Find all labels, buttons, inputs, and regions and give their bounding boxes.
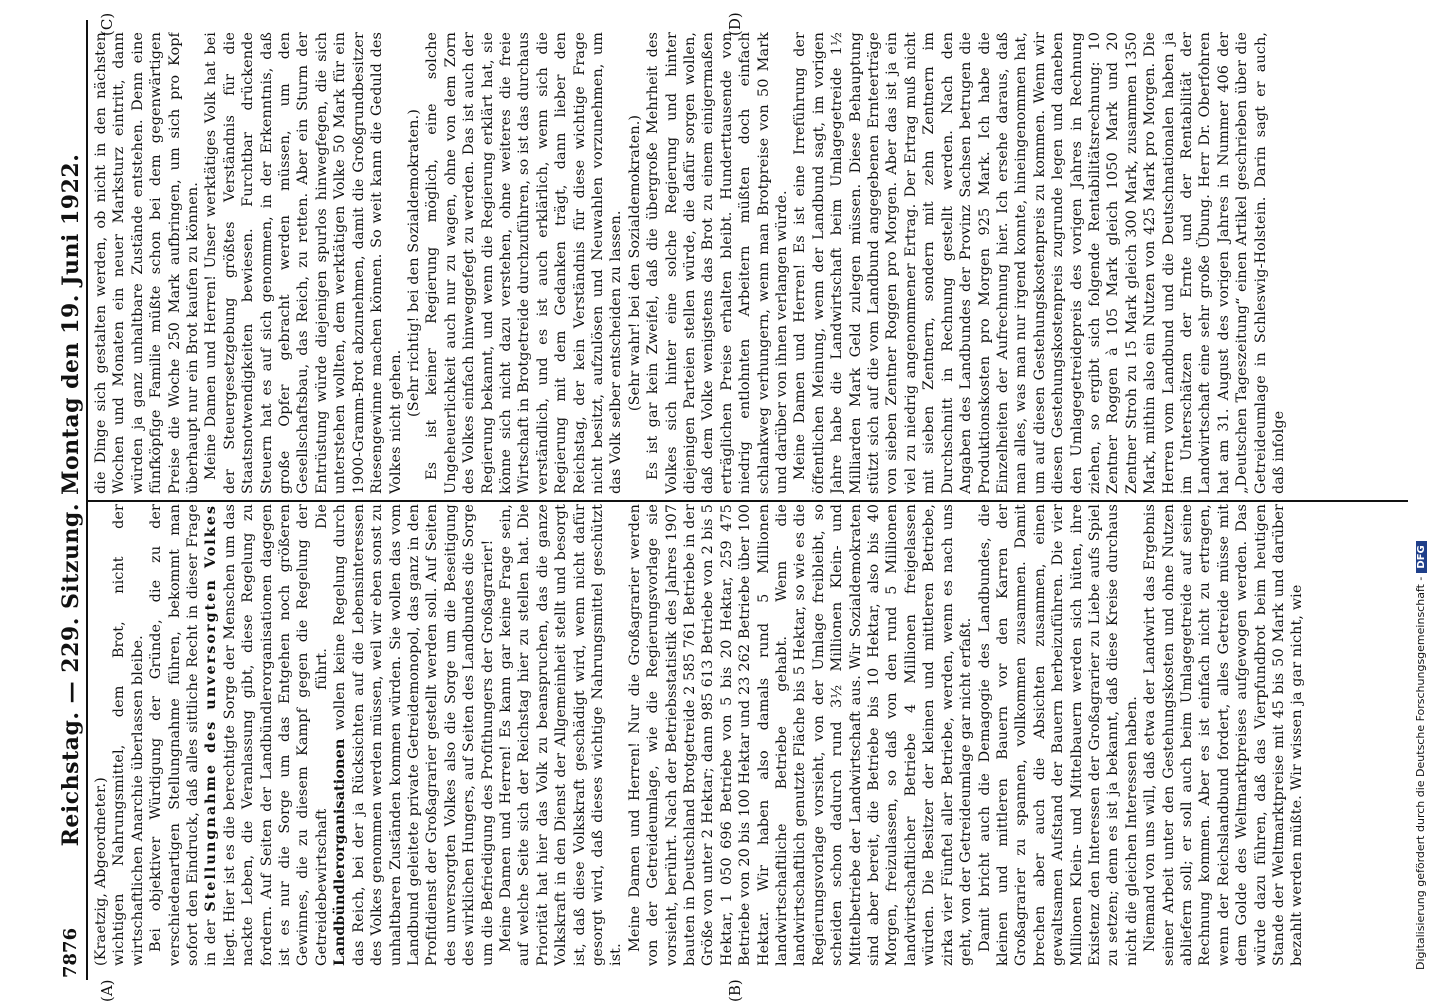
paragraph: Es ist keiner Regierung möglich, eine solche Ungeheuerlichkeit auch nur zu wagen, ohne von dem Zorn des Volkes einfach hinweggefegt zu werden. Das ist auch der Regierung bekannt, und wenn die Regierung erklärt hat, sie könne sich nicht dazu verstehen, ohne weiteres die freie Wirtschaft in Brotgetreide durchzuführen, so ist das durchaus verständlich, und es ist auch erklärlich, wenn sich die Regierung mit dem Gedanken trägt, dann lieber den Reichstag, der kein Verständnis für diese wichtige Frage nicht besitzt, aufzulösen und Neuwahlen vorzunehmen, um das Volk selber entscheiden zu lassen. (424, 32, 625, 494)
left-column (92, 504, 1402, 966)
page-number: 7876 (60, 927, 81, 978)
margin-marker-a: (A) (98, 979, 116, 1002)
text-run: Bei objektiver Würdigung der Gründe, die zu der verschiedenartigen Stellungnahme führen, bekommt man sofort den Eindruck, daß alles sittliche Recht in dieser Frage in der (148, 504, 220, 966)
right-column (92, 32, 1402, 494)
running-title: Reichstag. — 229. Sitzung. Montag den 19. Juni 1922. (58, 153, 84, 847)
paragraph: Meine Damen und Herren! Es ist eine Irreführung der öffentlichen Meinung, wenn der Landbund sagt, im vorigen Jahre habe die Landwirtschaft beim Umlagegetreide 1½ Milliarden Mark Geld zulegen müssen. Diese Behauptung stützt sich auf die vom Landbund angegebenen Ernteerträge von sieben Zentner Roggen pro Morgen. Aber das ist ja ein viel zu niedrig angenommener Ertrag. Der Ertrag muß nicht mit sieben Zentnern, sondern mit zehn Zentnern im Durchschnitt in Rechnung gestellt werden. Nach den Angaben des Landbundes der Provinz Sachsen betrugen die Produktionskosten pro Morgen 925 Mark. Ich habe die Einzelheiten der Aufrechnung hier. Ich ersehe daraus, daß man alles, was man nur irgend konnte, hineingenommen hat, um auf diesen Gestehungskostenpreis zu kommen. Wenn wir diesen Gestehungskostenpreis zugrunde legen und daneben den Umlagegetreidepreis des vorigen Jahres in Rechnung ziehen, so ergibt sich folgende Rentabilitätsrechnung: 10 Zentner Roggen à 105 Mark gleich 1050 Mark und 20 Zentner Stroh zu 15 Mark gleich 300 Mark, zusammen 1350 Mark, mithin also ein Nutzen von 425 Mark pro Morgen. Die Herren vom Landbund und die Deutschnationalen haben ja im Unterschätzen der Ernte und der Rentabilität der Landwirtschaft eine sehr große Übung. Herr Dr. Oberfohren hat am 31. August des vorigen Jahres in Nummer 406 der „Deutschen Tageszeitung“ einen Artikel geschrieben über die Getreideumlage in Schleswig-Holstein. Darin sagt er auch, daß infolge (792, 32, 1287, 494)
digitization-credit (1412, 10, 1432, 990)
text-run: wollen keine Regelung durch das Reich, bei der ja Rücksichten auf die Lebensinteressen des Volkes genommen werden müssen, weil wir eben sonst zu unhaltbaren Zuständen kommen würden. Sie wollen das vom Landbund geleitete private Getreidemonopol, das ganz in den Profitdienst der Großagrarier gestellt werden soll. Auf Seiten des unversorgten Volkes also die Sorge um die Beseitigung des wirklichen Hungers, auf Seiten des Landbundes die Sorge um die Befriedigung des Profithungers der Großagrarier! (332, 504, 496, 966)
credit-line (1414, 10, 1427, 970)
interjection: (Sehr wahr! bei den Sozialdemokraten.) (626, 114, 643, 412)
margin-marker-d: (D) (726, 12, 744, 36)
paragraph: Meine Damen und Herren! Unser werktätiges Volk hat bei der Steuergesetzgebung größtes Verständnis für die Staatsnotwendigkeiten bewiesen. Furchtbar drückende Steuern hat es auf sich genommen, in der Erkenntnis, daß große Opfer gebracht werden müssen, um den Gesellschaftsbau, das Reich, zu retten. Aber ein Sturm der Entrüstung würde diejenigen spurlos hinwegfegen, die sich unterstehen wollten, dem werktätigen Volke 50 Mark für ein 1900-Gramm-Brot abzunehmen, damit die Großgrundbesitzer Riesengewinne machen können. So weit kann die Geduld des Volkes nicht gehen. (203, 32, 404, 494)
paragraph: die Dinge sich gestalten werden, ob nicht in den nächsten Wochen und Monaten ein neuer Marksturz eintritt, dann würden ja ganz unhaltbare Zustände entstehen. Denn eine fünfköpfige Familie müßte schon bei dem gegenwärtigen Preise die Woche 250 Mark aufbringen, um sich pro Kopf überhaupt nur ein Brot kaufen zu können. (93, 32, 202, 494)
paragraph: Meine Damen und Herren! Es kann gar keine Frage sein, auf welche Seite sich der Reichstag hier zu stellen hat. Die Priorität hat hier das Volk zu beanspruchen, das die ganze Volkskraft in den Dienst der Allgemeinheit stellt und besorgt ist, daß diese Volkskraft geschädigt wird, wenn nicht dafür gesorgt wird, daß dieses wichtige Nahrungsmittel geschützt ist. (497, 504, 625, 966)
interjection: (Sehr richtig! bei den Sozialdemokraten.) (405, 109, 422, 417)
paragraph: Niemand von uns will, daß etwa der Landwirt das Ergebnis seiner Arbeit unter den Gestehungskosten und ohne Nutzen abliefern soll; er soll auch beim Umlagegetreide auf seine Rechnung kommen. Aber es ist einfach nicht zu ertragen, wenn der Reichslandbund fordert, alles Getreide müsse mit dem Golde des Weltmarktpreises aufgewogen werden. Das würde dazu führen, daß das Vierpfundbrot beim heutigen Stande der Weltmarktpreise mit 45 bis 50 Mark und darüber bezahlt werden müßte. Wir wissen ja gar nicht, wie (1142, 504, 1306, 966)
emphasis-text: Landbündlerorganisationen (331, 738, 349, 966)
paragraph: Damit bricht auch die Demagogie des Landbundes, die kleinen und mittleren Bauern vor den Karren der Großagrarier zu spannen, vollkommen zusammen. Damit brechen aber auch die Absichten zusammen, einen gewaltsamen Aufstand der Bauern herbeizuführen. Die vier Millionen Klein- und Mittelbauern werden sich hüten, ihre Existenz den Interessen der Großagrarier zu Liebe aufs Spiel zu setzen; denn es ist ja bekannt, daß diese Kreise durchaus nicht die gleichen Interessen haben. (976, 504, 1140, 966)
text-run: liegt. Hier ist es die berechtigte Sorge der Menschen um das nackte Leben, die Veranlassung gibt, diese Regelung zu fordern. Auf Seiten der Landbündlerorganisationen dagegen ist es nur die Sorge um das Entgehen noch größeren Gewinnes, die zu diesem Kampf gegen die Regelung der Getreidebewirtschaft führt. Die (221, 504, 330, 966)
emphasis-text: Stellungnahme des unversorgten Volkes (202, 504, 220, 912)
paragraph: Es ist gar kein Zweifel, daß die übergroße Mehrheit des Volkes sich hinter eine solche Regierung und hinter diejenigen Parteien stellen würde, die dafür sorgen wollen, daß dem Volke wenigstens das Brot zu einem einigermaßen erträglichen Preise erhalten bleibt. Hunderttausende von niedrig entlohnten Arbeitern müßten doch einfach schlankweg verhungern, wenn man Brotpreise von 50 Mark und darüber von ihnen verlangen würde. (645, 32, 791, 494)
paragraph (147, 504, 497, 966)
column-divider (88, 500, 1408, 502)
margin-marker-c: (C) (98, 12, 116, 36)
paragraph: Meine Damen und Herren! Nur die Großagrarier werden von der Getreideumlage, wie die Regierungsvorlage sie vorsieht, berührt. Nach der Betriebsstatistik des Jahres 1907 bauten in Deutschland Brotgetreide 2 585 761 Betriebe in der Größe von unter 2 Hektar; dann 985 613 Betriebe von 2 bis 5 Hektar, 1 050 696 Betriebe von 5 bis 20 Hektar, 259 475 Betriebe von 20 bis 100 Hektar und 23 262 Betriebe über 100 Hektar. Wir haben also damals rund 5 Millionen landwirtschaftliche Betriebe gehabt. Wenn die landwirtschaftlich genutzte Fläche bis 5 Hektar, so wie es die Regierungsvorlage vorsieht, von der Umlage freibleibt, so scheiden schon dadurch rund 3½ Millionen Klein- und Mittelbetriebe der Landwirtschaft aus. Wir Sozialdemokraten sind aber bereit, die Betriebe bis 10 Hektar, also bis 40 Morgen, freizulassen, so daß von den rund 5 Millionen landwirtschaftlicher Betriebe 4 Millionen freigelassen würden. Die Besitzer der kleinen und mittleren Betriebe, zirka vier Fünftel aller Betriebe, werden, wenn es nach uns geht, von der Getreideumlage gar nicht erfaßt. (626, 504, 975, 966)
credit-text: Digitalisierung gefördert durch die Deutsche Forschungsgemeinschaft - (1414, 576, 1427, 970)
dfg-logo: DFG (1416, 541, 1427, 572)
speaker-prefix: (Kraetzig, Abgeordneter.) (93, 777, 109, 966)
paragraph: wichtigen Nahrungsmittel, dem Brot, nicht der wirtschaftlichen Anarchie überlassen bleibe. (111, 504, 146, 966)
page-header (58, 20, 86, 980)
margin-marker-b: (B) (726, 979, 744, 1002)
rotated-page (58, 12, 1418, 1002)
